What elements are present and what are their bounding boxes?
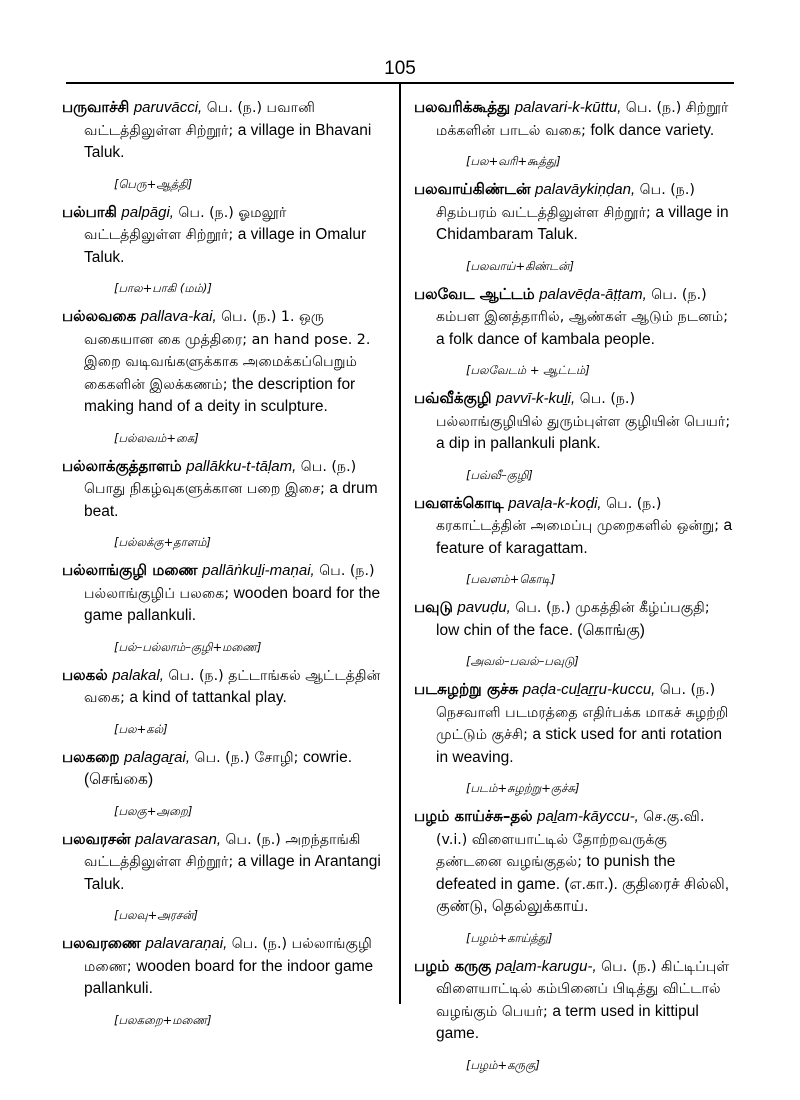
- entry-etymology: [பலகறை+மணை]: [114, 1012, 212, 1027]
- entry-transliteration: palagaṟai,: [124, 748, 191, 766]
- entry-headword: படசுழற்று குச்சு: [414, 680, 519, 698]
- entry-headword: பல்லாக்குத்தாளம்: [62, 456, 182, 475]
- entry-body: [62, 664, 382, 710]
- entry-body: [414, 596, 734, 642]
- entry-body: [414, 96, 734, 142]
- entry-english-meaning: a stick used for anti rotation in weaving.: [436, 726, 722, 766]
- dictionary-entry: [414, 96, 734, 170]
- entry-english-meaning: a village in Arantangi Taluk.: [84, 853, 381, 893]
- entry-headword: பலவேட ஆட்டம்: [414, 284, 535, 303]
- entry-body: [414, 387, 734, 456]
- entry-etymology: [பல+வரி+கூத்து]: [466, 154, 561, 168]
- entry-transliteration: palavarasan,: [135, 830, 221, 848]
- entry-definition: பெ. (ந.) கம்பள இனத்தாரில், ஆண்கள் ஆடும் நடனம்;: [436, 286, 729, 325]
- entry-english-meaning: a folk dance of kambala people.: [436, 330, 655, 348]
- entry-english-meaning: a feature of karagattam.: [436, 517, 733, 557]
- entry-definition: பெ. (ந.) அறந்தாங்கி வட்டத்திலுள்ள சிற்றூர்;: [84, 831, 361, 870]
- entry-transliteration: palakal,: [112, 666, 164, 684]
- entry-english-meaning: the description for making hand of a deity in sculpture.: [84, 375, 356, 415]
- entry-transliteration: palavāykiṇḍan,: [535, 181, 636, 198]
- entry-etymology: [பவ்வீ–குழி]: [466, 467, 533, 482]
- entry-body: [414, 678, 734, 769]
- entry-etymology: [பால+பாகி (மம்)]: [114, 281, 212, 295]
- entry-transliteration: pavaḷa-k-koḍi,: [508, 494, 602, 512]
- entry-headword: பல்பாகி: [62, 202, 117, 221]
- dictionary-entry: [414, 955, 734, 1074]
- entry-etymology: [பல்–பல்லாம்–குழி+மணை]: [114, 639, 262, 654]
- entry-headword: பலவரிக்கூத்து: [414, 98, 511, 116]
- entry-transliteration: palavari-k-kūttu,: [514, 99, 622, 116]
- entry-definition: பெ. (ந.) பொது நிகழ்வுகளுக்கான பறை இசை;: [84, 458, 357, 497]
- entry-headword: பலகல்: [62, 665, 108, 684]
- entry-body: [62, 828, 382, 897]
- entry-body: [414, 955, 734, 1046]
- entry-english-meaning: wooden board for the game pallankuli.: [84, 584, 381, 624]
- dictionary-entry: [62, 746, 382, 820]
- dictionary-entry: [414, 596, 734, 670]
- entry-etymology: [பல+கல்]: [114, 721, 168, 736]
- entry-english-meaning: a kind of tattankal play.: [129, 689, 287, 706]
- entry-body: [414, 492, 734, 561]
- entry-headword: பவுடு: [414, 598, 453, 616]
- entry-definition: பெ. (ந.) சிதம்பரம் வட்டத்திலுள்ள சிற்றூர்;: [436, 182, 695, 221]
- dictionary-entry: [62, 201, 382, 298]
- dictionary-entry: [62, 559, 382, 656]
- entry-definition: பெ. (ந.) 1. ஒரு வகையான கை முத்திரை; an hand pose. 2. இறை வடிவங்களுக்காக அமைக்கப்பெறும் கைகளின் இலக்கணம்;: [84, 309, 371, 393]
- entry-transliteration: paḍa-cuḻaṟṟu-kuccu,: [522, 681, 656, 698]
- entry-headword: பழம் கருகு: [414, 956, 492, 975]
- page-number: 105: [384, 58, 416, 79]
- entry-headword: பவ்வீக்குழி: [414, 389, 492, 407]
- entry-definition: பெ. (ந.) பவானி வட்டத்திலுள்ள சிற்றூர்;: [84, 100, 316, 139]
- entry-transliteration: paruvācci,: [133, 99, 203, 116]
- entry-english-meaning: a village in Chidambaram Taluk.: [436, 203, 729, 243]
- entry-transliteration: paḻam-kāyccu-,: [537, 808, 639, 825]
- entry-english-meaning: folk dance variety.: [590, 121, 715, 139]
- entry-etymology: [பெரு+ஆத்தி]: [114, 176, 193, 191]
- dictionary-entry: [414, 678, 734, 797]
- dictionary-entry: [62, 305, 382, 447]
- entry-english-meaning: to punish the defeated in game. (எ.கா.). குதிரைச் சில்லி, குண்டு, தெல்லுக்காய்.: [436, 853, 730, 915]
- entry-body: [62, 932, 382, 1001]
- entry-body: [62, 746, 382, 792]
- entry-headword: பவளக்கொடி: [414, 493, 504, 512]
- entry-body: [62, 305, 382, 419]
- entry-etymology: [பலவு+அரசன்]: [114, 908, 198, 922]
- entry-transliteration: palavēḍa-āṭṭam,: [539, 285, 647, 303]
- entry-etymology: [படம்+சுழற்று+குச்சு]: [466, 781, 580, 795]
- entry-transliteration: pavuḍu,: [457, 599, 511, 616]
- entry-etymology: [பல்லக்கு+தாளம்]: [114, 535, 211, 549]
- entry-english-meaning: low chin of the face. (கொங்கு): [436, 621, 645, 639]
- entry-body: [414, 805, 734, 919]
- entry-definition: பெ. (ந.) சோழி;: [190, 749, 303, 766]
- entry-english-meaning: a drum beat.: [84, 480, 378, 520]
- entry-etymology: [பழம்+கருகு]: [466, 1057, 540, 1072]
- entry-definition: பெ. (ந.) பல்லாங்குழியில் துரும்புள்ள குழியின் பெயர்;: [436, 391, 731, 430]
- entry-transliteration: pallākku-t-tāḷam,: [186, 457, 297, 475]
- entry-transliteration: pavvī-k-kuḻi,: [496, 390, 576, 407]
- entry-etymology: [அவல்–பவல்–பவுடு]: [466, 654, 579, 668]
- entry-definition: பெ. (ந.) பல்லாங்குழிப் பலகை;: [84, 563, 375, 602]
- entry-etymology: [பலவாய்+கிண்டன்]: [466, 258, 574, 273]
- entry-transliteration: palavaraṇai,: [145, 935, 228, 952]
- entry-etymology: [பவளம்+கொடி]: [466, 572, 556, 586]
- entry-english-meaning: a village in Omalur Taluk.: [84, 226, 367, 266]
- entry-etymology: [பல்லவம்+கை]: [114, 430, 199, 445]
- entry-definition: பெ. (ந.) கிட்டிப்புள் விளையாட்டில் கம்பினைப் பிடித்து விட்டால் வழங்கும் பெயர்;: [436, 958, 730, 1020]
- dictionary-entry: [62, 932, 382, 1029]
- dictionary-entry: [414, 283, 734, 380]
- entry-english-meaning: a dip in pallankuli plank.: [436, 435, 601, 452]
- entry-etymology: [பழம்+காய்த்து]: [466, 930, 553, 945]
- entry-definition: பெ. (ந.) பல்லாங்குழி மணை;: [84, 936, 373, 975]
- entry-english-meaning: a village in Bhavani Taluk.: [84, 121, 372, 161]
- entry-definition: பெ. (ந.) முகத்தின் கீழ்ப்பகுதி;: [510, 600, 710, 616]
- entry-headword: பலவரசன்: [62, 829, 131, 848]
- dictionary-entry: [414, 178, 734, 275]
- entry-headword: பலவரணை: [62, 934, 141, 952]
- dictionary-entry: [62, 96, 382, 193]
- entry-body: [414, 283, 734, 352]
- entry-english-meaning: wooden board for the indoor game pallankuli.: [84, 957, 374, 997]
- dictionary-entry: [414, 492, 734, 589]
- entry-headword: பல்லவகை: [62, 307, 137, 325]
- entry-body: [62, 96, 382, 165]
- entry-transliteration: palpāgi,: [121, 203, 174, 221]
- entry-transliteration: pallava-kai,: [140, 308, 217, 325]
- right-column: [414, 96, 734, 1082]
- column-divider: [399, 84, 401, 1004]
- entry-body: [62, 455, 382, 524]
- entry-definition: பெ. (ந.) ஓமலூர் வட்டத்திலுள்ள சிற்றூர்;: [84, 204, 287, 243]
- dictionary-entry: [62, 455, 382, 552]
- entry-definition: பெ. (ந.) கரகாட்டத்தின் அமைப்பு முறைகளில் ஒன்று;: [436, 495, 724, 534]
- entry-transliteration: paḻam-karugu-,: [495, 957, 597, 975]
- entry-definition: பெ. (ந.) சிற்றூர் மக்களின் பாடல் வகை;: [436, 100, 729, 139]
- entry-headword: பழம் காய்ச்சு–தல்: [414, 807, 533, 825]
- entry-headword: பலகறை: [62, 747, 120, 766]
- entry-body: [62, 201, 382, 270]
- entry-etymology: [பலவேடம் + ஆட்டம்]: [466, 363, 590, 377]
- entry-headword: பல்லாங்குழி மணை: [62, 561, 198, 579]
- dictionary-entry: [414, 805, 734, 947]
- entry-transliteration: pallāṅkuḻi-maṇai,: [202, 562, 315, 579]
- dictionary-entry: [414, 387, 734, 484]
- entry-body: [62, 559, 382, 628]
- entry-etymology: [பலகு+அறை]: [114, 803, 193, 818]
- entry-definition: செ.கு.வி. (v.i.) விளையாட்டில் தோற்றவருக்கு தண்டனை வழங்குதல்;: [436, 809, 705, 870]
- entry-body: [414, 178, 734, 247]
- dictionary-entry: [62, 828, 382, 925]
- entry-headword: பலவாய்கிண்டன்: [414, 180, 531, 198]
- dictionary-entry: [62, 664, 382, 738]
- entry-definition: பெ. (ந.) தட்டாங்கல் ஆட்டத்தின் வகை;: [84, 667, 381, 706]
- entry-english-meaning: a term used in kittipul game.: [436, 1002, 699, 1042]
- entry-definition: பெ. (ந.) நெசவாளி படமரத்தை எதிர்பக்க மாகச் சுழற்றி முட்டும் குச்சி;: [436, 682, 729, 743]
- left-column: [62, 96, 382, 1037]
- entry-headword: பருவாச்சி: [62, 98, 130, 116]
- entry-english-meaning: cowrie. (செங்கை): [84, 748, 353, 788]
